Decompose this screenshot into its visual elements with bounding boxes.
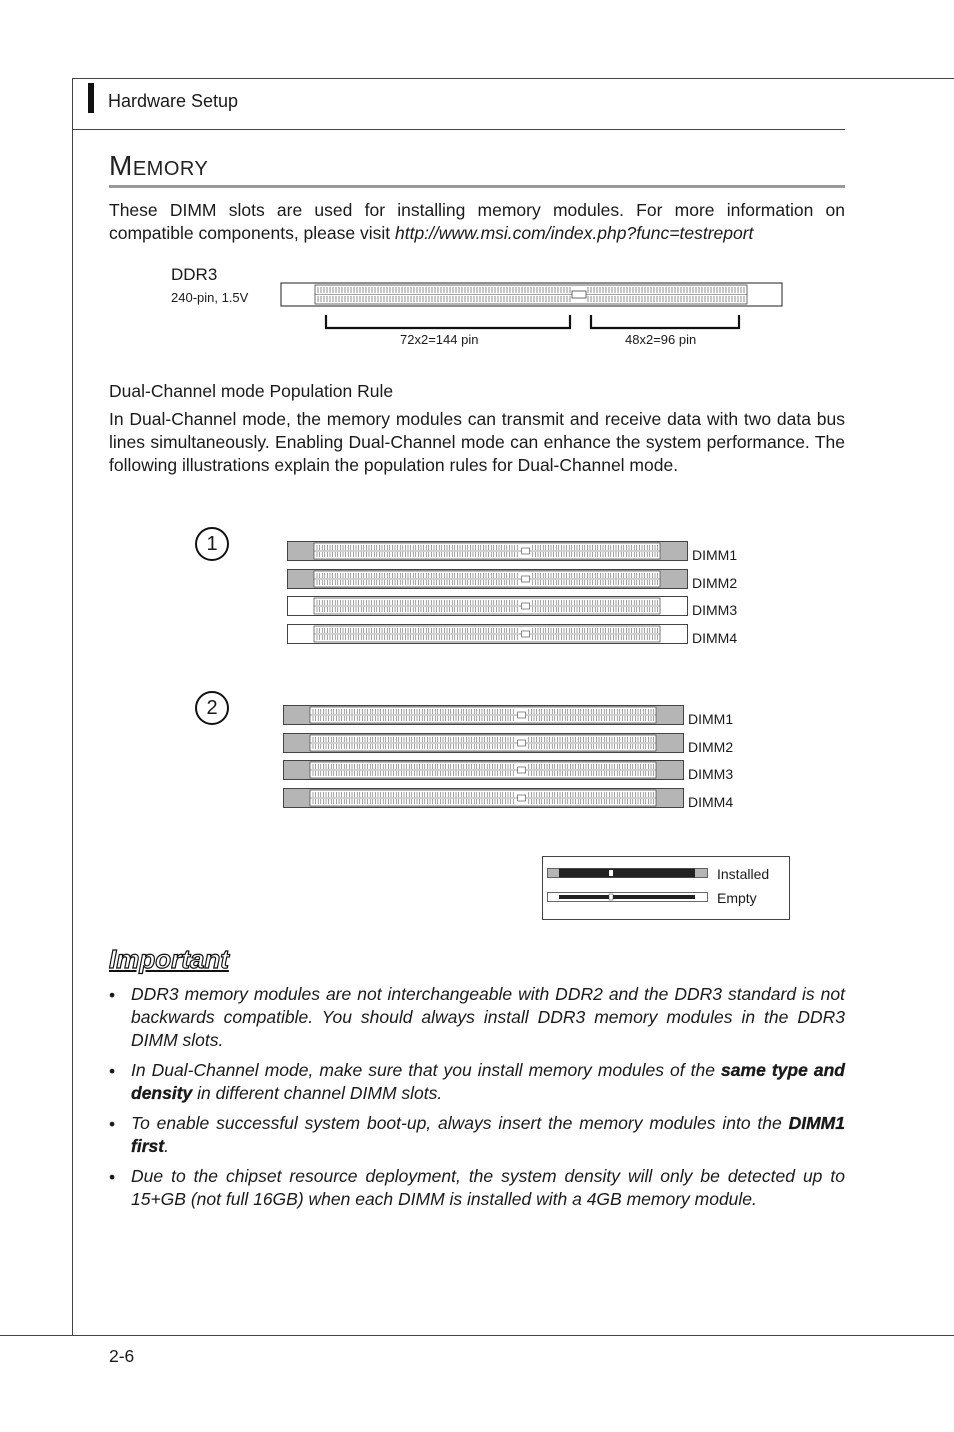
config-1-number: 1	[195, 527, 229, 561]
section-rule	[109, 185, 845, 188]
header-marker	[88, 83, 94, 113]
legend-empty-swatch	[547, 892, 709, 904]
bullet-1-marker: •	[109, 985, 116, 1005]
legend-empty-label: Empty	[717, 890, 757, 906]
dual-channel-heading: Dual-Channel mode Population Rule	[109, 381, 394, 401]
bullet-4-marker: •	[109, 1167, 116, 1187]
config-1-slot-2	[287, 569, 689, 591]
config-2-slot-3-label: DIMM3	[688, 766, 734, 782]
legend-installed-label: Installed	[717, 866, 770, 882]
important-item-2	[131, 1059, 845, 1105]
config-1-slot-1-label: DIMM1	[692, 547, 738, 563]
page-left-rule	[72, 78, 73, 1336]
intro-paragraph	[109, 199, 845, 245]
config-1-slot-3	[287, 596, 689, 618]
bullet-2-marker: •	[109, 1061, 116, 1081]
important-item-4: Due to the chipset resource deployment, the system density will only be detected up to 15+GB (not full 16GB) when each DIMM is installed with a 4GB memory module.	[131, 1166, 845, 1209]
config-1-slot-1	[287, 541, 689, 563]
item-3-bold: DIMM1 first	[131, 1113, 845, 1156]
config-2-slot-2-label: DIMM2	[688, 738, 734, 755]
config-1-slot-2-label: DIMM2	[692, 574, 738, 591]
item-2-pre: In Dual-Channel mode, make sure that you install memory modules of the	[131, 1060, 722, 1080]
header-rule	[72, 129, 845, 130]
left-pin-count: 72x2=144 pin	[400, 332, 479, 347]
config-1-slot-3-label: DIMM3	[692, 602, 738, 618]
footer-rule	[0, 1335, 954, 1336]
config-2-slot-1	[283, 705, 685, 727]
config-1-slot-4-label: DIMM4	[692, 629, 738, 646]
config-2-slot-1-label: DIMM1	[688, 711, 734, 727]
bullet-3-marker: •	[109, 1114, 116, 1134]
important-heading: Important	[109, 944, 229, 974]
legend-box	[542, 856, 790, 920]
page-number: 2-6	[109, 1346, 135, 1366]
page-top-rule	[72, 78, 954, 79]
config-2-slot-3	[283, 760, 685, 782]
ddr3-module-diagram	[280, 282, 784, 330]
config-2-slot-4-label: DIMM4	[688, 793, 734, 810]
header-title: Hardware Setup	[108, 91, 239, 111]
dual-channel-paragraph: In Dual-Channel mode, the memory modules can transmit and receive data with two data bus lines simultaneously. Enabling Dual-Channel mode can enhance the system performance. The following illustrations explain the population rules for Dual-Channel mode.	[109, 409, 845, 475]
item-3-pre: To enable successful system boot-up, always insert the memory modules into the	[131, 1113, 789, 1133]
intro-text: These DIMM slots are used for installing memory modules. For more information on compatible components, please visit	[109, 200, 845, 243]
config-2-slot-4	[283, 788, 685, 810]
left-pin-bracket	[326, 315, 570, 328]
ddr3-label: DDR3	[171, 265, 218, 284]
config-2-slot-2	[283, 733, 685, 755]
config-2-number: 2	[195, 691, 229, 725]
important-item-3	[131, 1112, 845, 1158]
item-2-post: in different channel DIMM slots.	[192, 1083, 443, 1103]
item-3-post: .	[164, 1136, 169, 1156]
section-title: Memory	[109, 150, 209, 181]
intro-url[interactable]: http://www.msi.com/index.php?func=testreport	[394, 223, 754, 243]
ddr3-spec: 240-pin, 1.5V	[171, 290, 249, 305]
config-1-slot-4	[287, 624, 689, 646]
ddr3-key-notch	[572, 291, 586, 298]
important-item-1: DDR3 memory modules are not interchangeable with DDR2 and the DDR3 standard is not backwards compatible. You should always install DDR3 memory modules in the DDR3 DIMM slots.	[131, 984, 845, 1050]
right-pin-count: 48x2=96 pin	[625, 332, 697, 347]
item-2-bold: same type and density	[131, 1060, 845, 1103]
right-pin-bracket	[591, 315, 739, 328]
legend-installed-swatch	[547, 868, 709, 880]
